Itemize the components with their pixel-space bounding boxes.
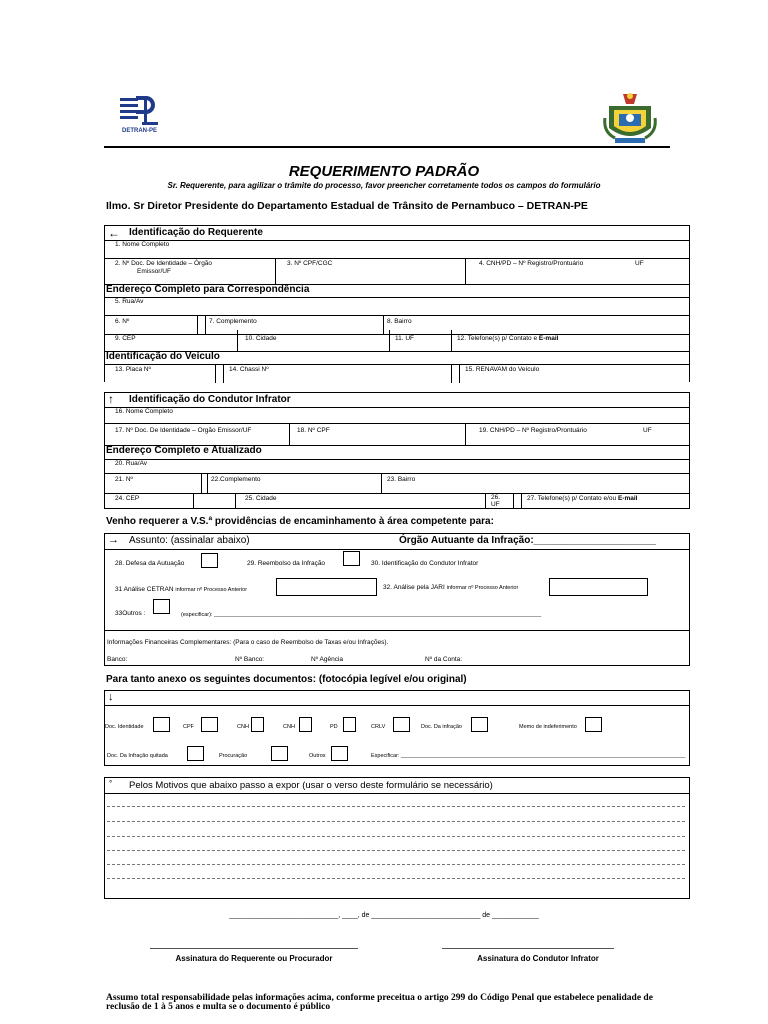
- info-financeiras: Informações Financeiras Complementares: (Para o caso de Reembolso de Taxas e/ou Infrações).: [107, 639, 389, 646]
- especificar-docs-line[interactable]: Especificar: _____________________________________________________________________________________________: [371, 753, 686, 759]
- bairro-field[interactable]: 8. Bairro: [387, 318, 412, 325]
- motivos-line[interactable]: [107, 806, 685, 807]
- motivos-line[interactable]: [107, 821, 685, 822]
- documentos-section: ↓ Doc. Identidade CPF CNH CNH PD CRLV Doc. Da infração Memo de indeferimento Doc. Da Infração quitada Procuração Outros Especificar: _____________________________________________________________________________________________: [104, 690, 690, 766]
- assunto-label: Assunto: (assinalar abaixo): [129, 535, 250, 546]
- numero-banco-field[interactable]: Nº Banco:: [235, 656, 265, 663]
- especificar-line[interactable]: (especificar): ___________________________________________________________________________________________________________: [181, 612, 542, 618]
- telefone-field[interactable]: 12. Telefone(s) p/ Contato e E-mail: [457, 335, 559, 342]
- condutor-signature-line[interactable]: [442, 948, 614, 949]
- condutor-rua-field[interactable]: 20. Rua/Av: [115, 460, 148, 467]
- condutor-nome-field[interactable]: 16. Nome Completo: [115, 408, 173, 415]
- defesa-autuacao-checkbox[interactable]: [201, 553, 218, 568]
- requerente-signature-label: Assinatura do Requerente ou Procurador: [175, 954, 333, 963]
- motivos-label: Pelos Motivos que abaixo passo a expor (usar o verso deste formulário se necessário): [129, 780, 493, 791]
- down-arrow-icon: ↓: [108, 691, 114, 703]
- agencia-field[interactable]: Nº Agência: [311, 656, 344, 663]
- condutor-bairro-field[interactable]: 23. Bairro: [387, 476, 416, 483]
- nome-field[interactable]: 1. Nome Completo: [115, 241, 170, 248]
- pernambuco-coat-of-arms: [601, 88, 659, 146]
- condutor-cpf-field[interactable]: 18. Nº CPF: [297, 427, 330, 434]
- conta-field[interactable]: Nº da Conta:: [425, 656, 463, 663]
- cpf-checkbox[interactable]: [201, 717, 218, 732]
- cpf-cgc-field[interactable]: 3. Nº CPF/CGC: [287, 260, 333, 267]
- requerente-section: ← Identificação do Requerente 1. Nome Completo 2. Nº Doc. De Identidade – Órgão Emissor/UF 3. Nº CPF/CGC 4. CNH/PD – Nº Registro/Prontuário UF Endereço Completo para Correspondência 5. Rua/Av 6. Nº 7. Complemento 8. Bairro 9. CEP 10. Cidade 11. UF 12. Telefone(s) p/ Contato e E-mail Identificação do Veículo 13. Placa Nº 14. Chassi Nº 15. RENAVAM do Veículo: [104, 225, 690, 382]
- condutor-uf-field[interactable]: 26. UF: [491, 494, 501, 508]
- form-subtitle: Sr. Requerente, para agilizar o trâmite do processo, favor preencher corretamente todos os campos do formulário: [167, 181, 601, 190]
- cnh-field[interactable]: 4. CNH/PD – Nº Registro/Prontuário: [479, 260, 584, 267]
- svg-text:DETRAN-PE: DETRAN-PE: [122, 128, 158, 134]
- condutor-endereco-title: Endereço Completo e Atualizado: [106, 445, 262, 456]
- right-arrow-icon: →: [108, 534, 119, 546]
- request-statement: Venho requerer a V.S.ª providências de encaminhamento à área competente para:: [106, 516, 494, 527]
- pd-checkbox[interactable]: [343, 717, 356, 732]
- condutor-doc-field[interactable]: 17. Nº Doc. De Identidade – Orgão Emissor/UF: [115, 427, 252, 434]
- cep-field[interactable]: 9. CEP: [115, 335, 136, 342]
- memo-indeferimento-checkbox[interactable]: [585, 717, 602, 732]
- motivos-line[interactable]: [107, 864, 685, 865]
- motivos-line[interactable]: [107, 836, 685, 837]
- motivos-line[interactable]: [107, 878, 685, 879]
- left-arrow-icon: ←: [108, 226, 120, 240]
- doc-infracao-checkbox[interactable]: [471, 717, 488, 732]
- doc-identidade-field[interactable]: 2. Nº Doc. De Identidade – Órgão: [115, 260, 213, 267]
- legal-disclaimer: Assumo total responsabilidade pelas informações acima, conforme preceitua o artigo 299 do Código Penal que estabelece penalidade de reclusão de 1 à 5 anos e multa se o documento é público: [106, 993, 653, 1012]
- cetran-processo-input[interactable]: [276, 578, 377, 596]
- condutor-cidade-field[interactable]: 25. Cidade: [245, 495, 277, 502]
- motivos-line[interactable]: [107, 850, 685, 851]
- reembolso-infracao-checkbox[interactable]: [343, 551, 360, 566]
- procuracao-checkbox[interactable]: [271, 746, 288, 761]
- outros-docs-checkbox[interactable]: [331, 746, 348, 761]
- crlv-checkbox[interactable]: [393, 717, 410, 732]
- doc-identidade-checkbox[interactable]: [153, 717, 170, 732]
- condutor-section: ↑ Identificação do Condutor Infrator 16. Nome Completo 17. Nº Doc. De Identidade – Orgão Emissor/UF 18. Nº CPF 19. CNH/PD – Nº Registro/Prontuário UF Endereço Completo e Atualizado 20. Rua/Av 21. Nº 22.Complemento 23. Bairro 24. CEP 25. Cidade 26. UF 27. Telefone(s) p/ Contato e/ou E-mail: [104, 392, 690, 509]
- outros-checkbox[interactable]: [153, 599, 170, 614]
- header-divider: [104, 146, 670, 148]
- date-line[interactable]: ____________________________, ____, de ____________________________ de ____________: [229, 912, 539, 919]
- uf-field[interactable]: 11. UF: [395, 335, 415, 342]
- cnh-2-checkbox[interactable]: [299, 717, 312, 732]
- placa-field[interactable]: 13. Placa Nº: [115, 366, 151, 373]
- condutor-title: Identificação do Condutor Infrator: [129, 394, 291, 405]
- condutor-cnh-field[interactable]: 19. CNH/PD – Nº Registro/Prontuário: [479, 427, 587, 434]
- condutor-signature-label: Assinatura do Condutor Infrator: [477, 954, 599, 963]
- rua-field[interactable]: 5. Rua/Av: [115, 298, 144, 305]
- complemento-field[interactable]: 7. Complemento: [209, 318, 257, 325]
- endereco-title: Endereço Completo para Correspondência: [106, 284, 310, 295]
- condutor-telefone-field[interactable]: 27. Telefone(s) p/ Contato e/ou E-mail: [527, 495, 638, 502]
- renavam-field[interactable]: 15. RENAVAM do Veículo: [465, 366, 540, 373]
- condutor-complemento-field[interactable]: 22.Complemento: [211, 476, 261, 483]
- requerente-title: Identificação do Requerente: [129, 227, 263, 238]
- assunto-section: → Assunto: (assinalar abaixo) Órgão Autuante da Infração:______________________ 28. Defesa da Autuação 29. Reembolso da Infração 30. Identificação do Condutor Infrator 31 Análise CETRAN informar nº Processo Anterior 32. Análise pela JARI informar nº Processo Anterior 33Outros : (especificar): ___________________________________________________________________________________________________________ Informações Financeiras Complementares: (Para o caso de Reembolso de Taxas e/ou Infrações). Banco: Nº Banco: Nº Agência Nº da Conta:: [104, 533, 690, 666]
- form-title: REQUERIMENTO PADRÃO: [288, 163, 480, 180]
- banco-field[interactable]: Banco:: [107, 656, 128, 663]
- veiculo-title: Identificação do Veículo: [106, 351, 220, 362]
- documents-statement: Para tanto anexo os seguintes documentos: (fotocópia legível e/ou original): [106, 674, 467, 685]
- requerente-signature-line[interactable]: [150, 948, 358, 949]
- condutor-cep-field[interactable]: 24. CEP: [115, 495, 140, 502]
- cidade-field[interactable]: 10. Cidade: [245, 335, 277, 342]
- jari-processo-input[interactable]: [549, 578, 648, 596]
- orgao-autuante-field[interactable]: Órgão Autuante da Infração:______________________: [399, 535, 656, 546]
- chassi-field[interactable]: 14. Chassi Nº: [229, 366, 269, 373]
- motivos-section: ° Pelos Motivos que abaixo passo a expor (usar o verso deste formulário se necessário): [104, 777, 690, 899]
- up-arrow-icon: ↑: [108, 392, 114, 406]
- cnh-checkbox[interactable]: [251, 717, 264, 732]
- detran-logo: [118, 94, 164, 134]
- condutor-numero-field[interactable]: 21. Nº: [115, 476, 133, 483]
- doc-infracao-quitada-checkbox[interactable]: [187, 746, 204, 761]
- numero-field[interactable]: 6. Nº: [115, 318, 130, 325]
- salutation: Ilmo. Sr Diretor Presidente do Departamento Estadual de Trânsito de Pernambuco – DETRAN-PE: [106, 200, 588, 212]
